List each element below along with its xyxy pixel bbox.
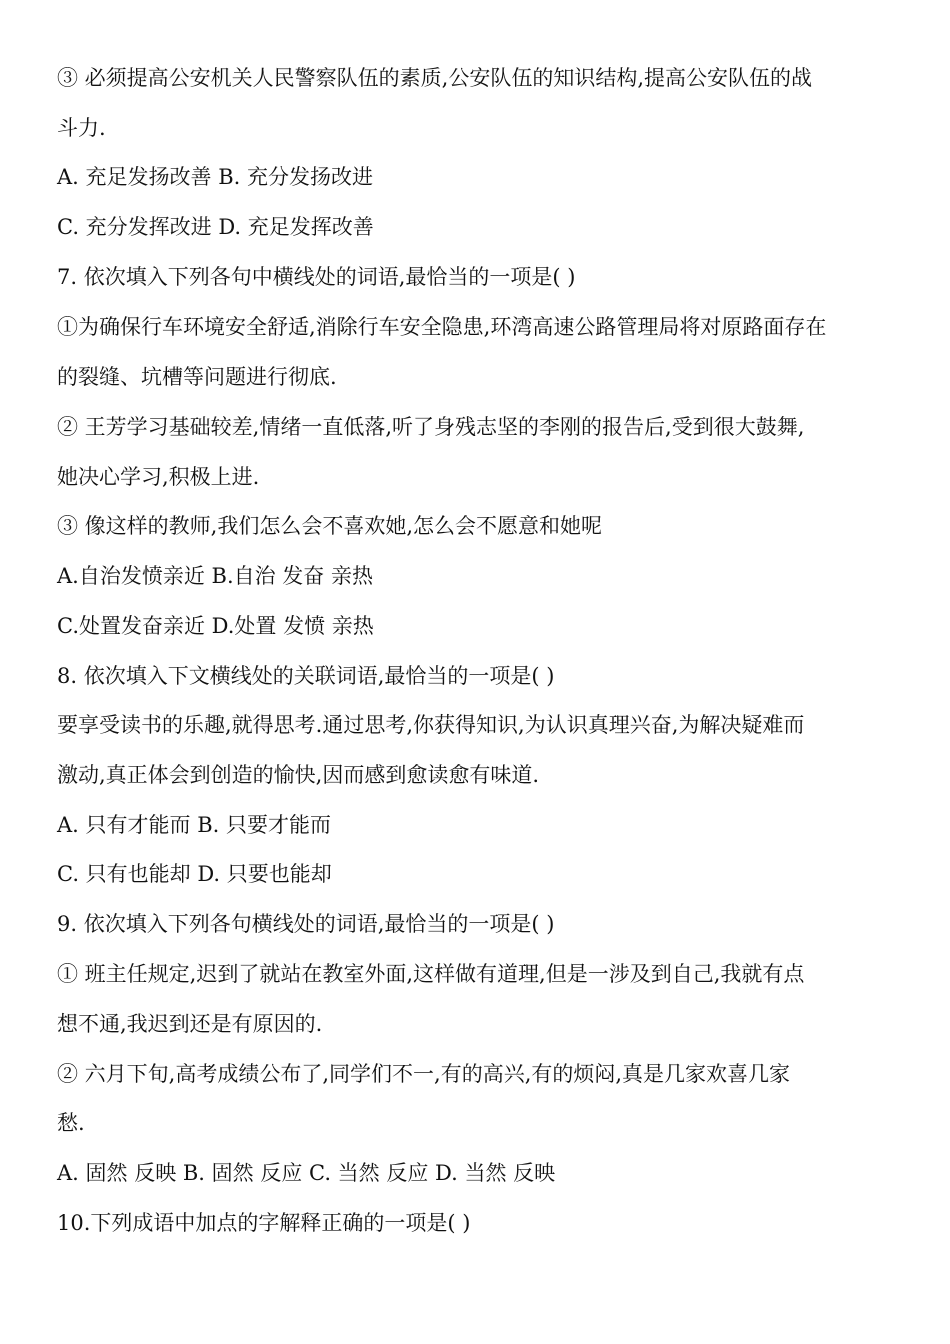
- question-7-item-1-line-2: 的裂缝、坑槽等问题进行彻底.: [57, 365, 337, 389]
- question-6-item-3-line-1: ③ 必须提高公安机关人民警察队伍的素质,公安队伍的知识结构,提高公安队伍的战: [57, 66, 813, 90]
- question-8-passage-line-2: 激动,真正体会到创造的愉快,因而感到愈读愈有味道.: [57, 763, 540, 787]
- question-6-options-cd: C. 充分发挥改进 D. 充足发挥改善: [57, 215, 374, 239]
- question-10-stem: 10.下列成语中加点的字解释正确的一项是( ): [57, 1211, 471, 1235]
- question-7-options-cd: C.处置发奋亲近 D.处置 发愤 亲热: [57, 614, 374, 638]
- question-9-options: A. 固然 反映 B. 固然 反应 C. 当然 反应 D. 当然 反映: [57, 1161, 556, 1185]
- question-7-stem: 7. 依次填入下列各句中横线处的词语,最恰当的一项是( ): [57, 265, 576, 289]
- question-7-item-2-line-1: ② 王芳学习基础较差,情绪一直低落,听了身残志坚的李刚的报告后,受到很大鼓舞,: [57, 415, 805, 439]
- question-8-passage-line-1: 要享受读书的乐趣,就得思考.通过思考,你获得知识,为认识真理兴奋,为解决疑难而: [57, 713, 805, 737]
- question-7-item-3: ③ 像这样的教师,我们怎么会不喜欢她,怎么会不愿意和她呢: [57, 514, 603, 538]
- question-7-item-1-line-1: ①为确保行车环境安全舒适,消除行车安全隐患,环湾高速公路管理局将对原路面存在: [57, 315, 827, 339]
- question-9-stem: 9. 依次填入下列各句横线处的词语,最恰当的一项是( ): [57, 912, 555, 936]
- question-8-options-ab: A. 只有才能而 B. 只要才能而: [57, 813, 331, 837]
- question-7-options-ab: A.自治发愤亲近 B.自治 发奋 亲热: [57, 564, 373, 588]
- question-9-item-1-line-1: ① 班主任规定,迟到了就站在教室外面,这样做有道理,但是一涉及到自己,我就有点: [57, 962, 805, 986]
- question-6-item-3-line-2: 斗力.: [57, 116, 106, 140]
- question-9-item-1-line-2: 想不通,我迟到还是有原因的.: [57, 1012, 323, 1036]
- question-8-options-cd: C. 只有也能却 D. 只要也能却: [57, 862, 332, 886]
- question-8-stem: 8. 依次填入下文横线处的关联词语,最恰当的一项是( ): [57, 664, 555, 688]
- question-9-item-2-line-1: ② 六月下旬,高考成绩公布了,同学们不一,有的高兴,有的烦闷,真是几家欢喜几家: [57, 1062, 791, 1086]
- question-7-item-2-line-2: 她决心学习,积极上进.: [57, 465, 260, 489]
- question-6-options-ab: A. 充足发扬改善 B. 充分发扬改进: [57, 165, 373, 189]
- question-9-item-2-line-2: 愁.: [57, 1111, 85, 1135]
